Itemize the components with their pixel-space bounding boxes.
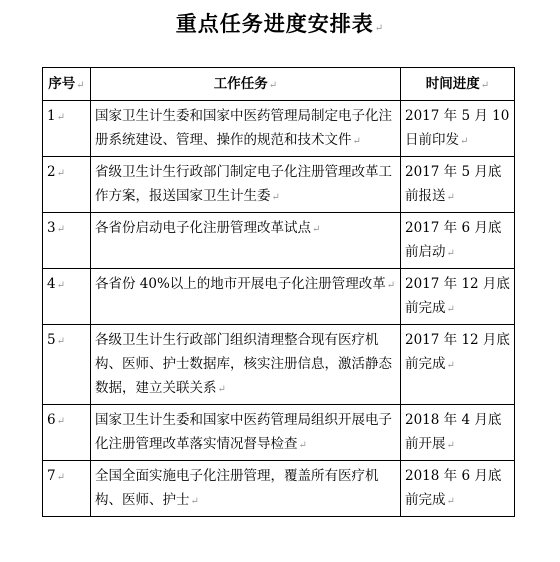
- row-number: 2↵: [43, 157, 91, 213]
- row-number: 7↵: [43, 461, 91, 517]
- table-row: [43, 101, 515, 157]
- row-number: 6↵: [43, 405, 91, 461]
- cell-mark-icon: ↵: [56, 168, 65, 179]
- table-row: [43, 269, 515, 325]
- cell-mark-icon: ↵: [386, 280, 396, 291]
- task-schedule-table: [42, 67, 515, 517]
- header-cell-time: 时间进度↵: [401, 68, 515, 101]
- time-cell: 2018 年 4 月底前开展↵: [401, 405, 515, 461]
- cell-mark-icon: ↵: [271, 192, 280, 203]
- header-cell-no: 序号↵: [43, 68, 91, 101]
- task-cell: 各省份启动电子化注册管理改革试点↵: [91, 213, 401, 269]
- row-number: 3↵: [43, 213, 91, 269]
- time-cell: 2017 年 6 月底前启动↵: [401, 213, 515, 269]
- table-header-row: [43, 68, 515, 101]
- cell-mark-icon: ↵: [446, 192, 455, 203]
- row-number: 4↵: [43, 269, 91, 325]
- header-cell-task: 工作任务↵: [91, 68, 401, 101]
- cell-mark-icon: ↵: [190, 496, 199, 507]
- table-row: [43, 213, 515, 269]
- task-cell: 国家卫生计生委和国家中医药管理局制定电子化注册系统建设、管理、操作的规范和技术文件↵: [91, 101, 401, 157]
- cell-mark-icon: ↵: [446, 496, 455, 507]
- task-cell: 各省份 40%以上的地市开展电子化注册管理改革↵: [91, 269, 401, 325]
- table-row: [43, 157, 515, 213]
- document-title: [0, 8, 560, 38]
- time-cell: 2017 年 5 月 10 日前印发↵: [401, 101, 515, 157]
- cell-mark-icon: ↵: [76, 80, 85, 91]
- table-row: [43, 405, 515, 461]
- title-text: 重点任务进度安排表: [175, 11, 374, 36]
- cell-mark-icon: ↵: [352, 136, 361, 147]
- cell-mark-icon: ↵: [446, 360, 455, 371]
- cell-mark-icon: ↵: [56, 224, 65, 235]
- task-cell: 全国全面实施电子化注册管理，覆盖所有医疗机构、医师、护士↵: [91, 461, 401, 517]
- cell-mark-icon: ↵: [56, 416, 65, 427]
- time-cell: 2017 年 5 月底前报送↵: [401, 157, 515, 213]
- time-cell: 2017 年 12 月底前完成↵: [401, 325, 515, 405]
- task-cell: 各级卫生计生行政部门组织清理整合现有医疗机构、医师、护士数据库，核实注册信息，激活静态数据，建立关联关系↵: [91, 325, 401, 405]
- task-cell: 省级卫生计生行政部门制定电子化注册管理改革工作方案，报送国家卫生计生委↵: [91, 157, 401, 213]
- table-row: [43, 325, 515, 405]
- cell-mark-icon: ↵: [446, 248, 455, 259]
- cell-mark-icon: ↵: [446, 440, 455, 451]
- task-cell: 国家卫生计生委和国家中医药管理局组织开展电子化注册管理改革落实情况督导检查↵: [91, 405, 401, 461]
- cell-mark-icon: ↵: [56, 280, 65, 291]
- paragraph-mark-icon: ↵: [374, 23, 385, 34]
- row-number: 5↵: [43, 325, 91, 405]
- cell-mark-icon: ↵: [56, 336, 65, 347]
- cell-mark-icon: ↵: [268, 80, 278, 91]
- time-cell: 2017 年 12 月底前完成↵: [401, 269, 515, 325]
- table-row: [43, 461, 515, 517]
- cell-mark-icon: ↵: [480, 80, 490, 91]
- cell-mark-icon: ↵: [446, 304, 455, 315]
- cell-mark-icon: ↵: [217, 384, 226, 395]
- time-cell: 2018 年 6 月底前完成↵: [401, 461, 515, 517]
- cell-mark-icon: ↵: [460, 136, 469, 147]
- cell-mark-icon: ↵: [298, 440, 307, 451]
- cell-mark-icon: ↵: [56, 112, 65, 123]
- row-number: 1↵: [43, 101, 91, 157]
- cell-mark-icon: ↵: [312, 224, 321, 235]
- cell-mark-icon: ↵: [56, 472, 65, 483]
